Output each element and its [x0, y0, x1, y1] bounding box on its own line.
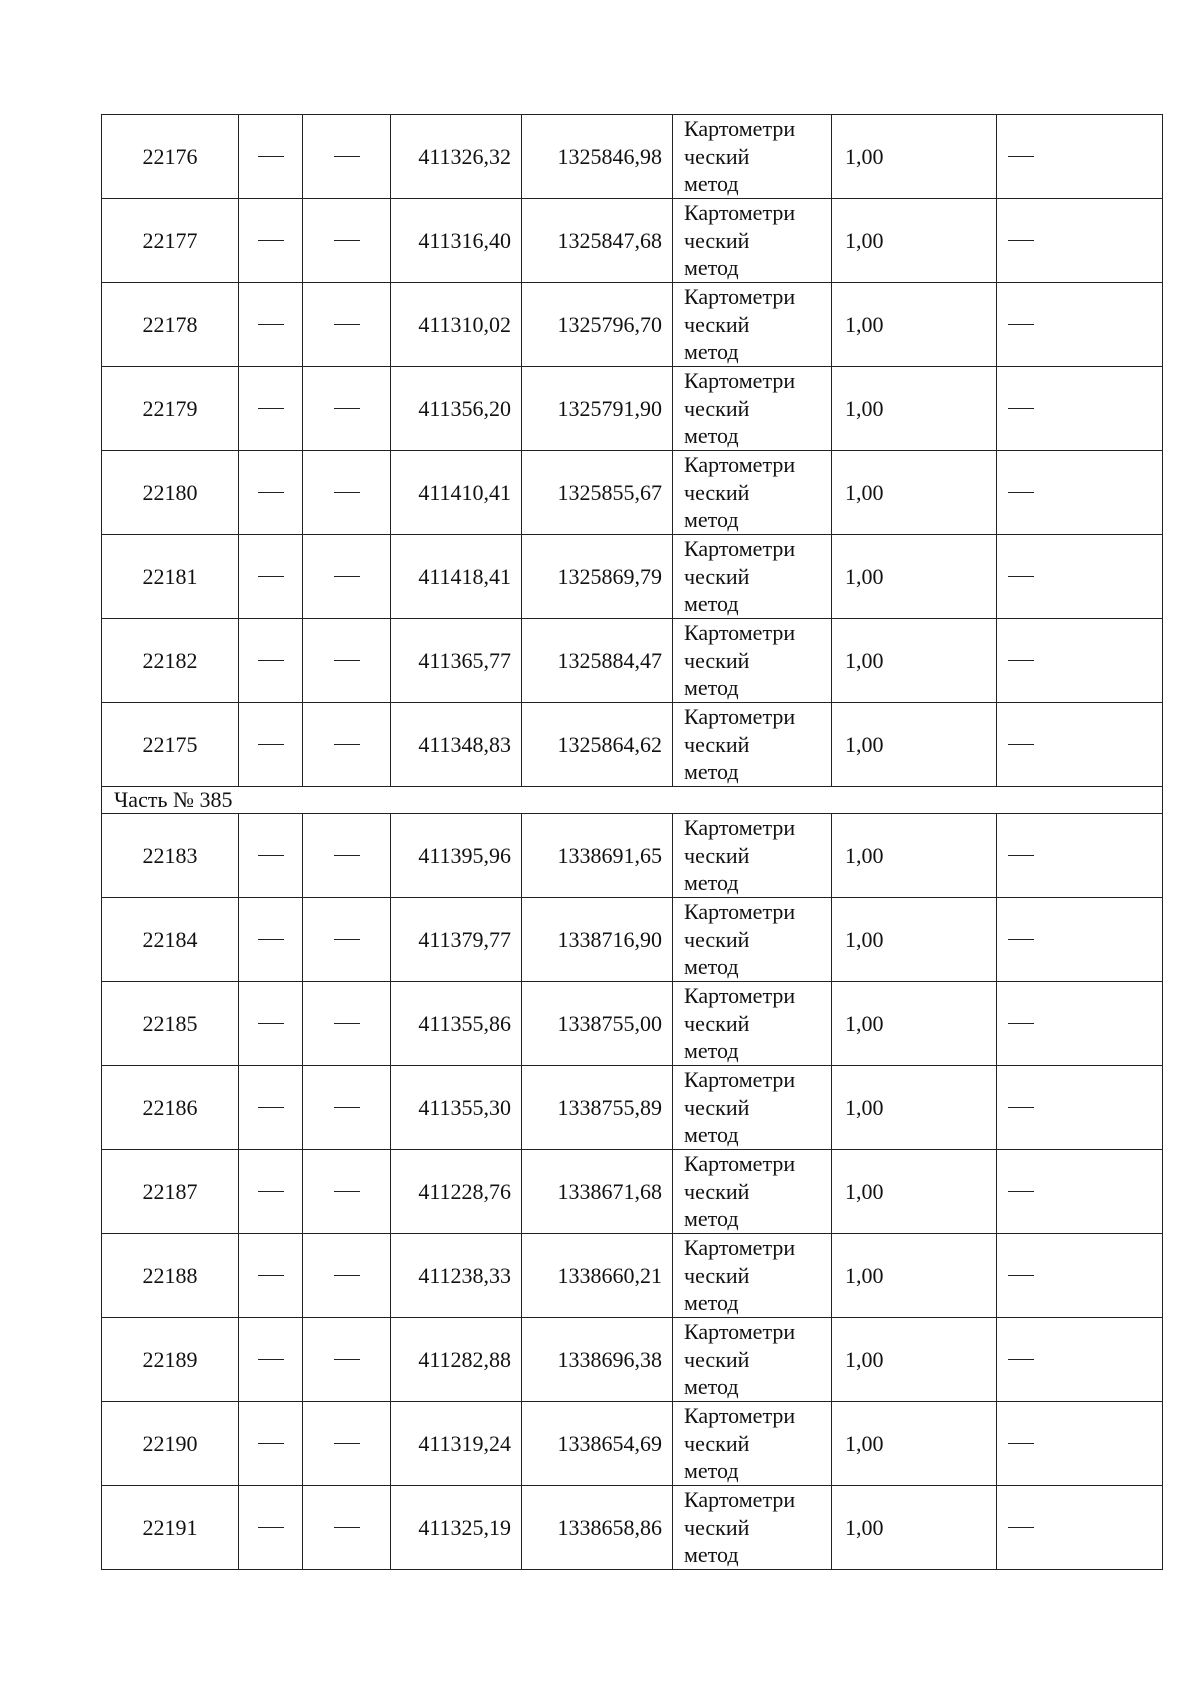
dash-mark: [334, 744, 360, 745]
method-line: ческий: [684, 1346, 750, 1372]
part-header-row: [102, 787, 1163, 814]
dash-mark: [258, 660, 284, 661]
empty-dash-cell: [239, 283, 303, 367]
table-row: [102, 814, 1163, 898]
empty-dash-cell: [303, 814, 391, 898]
method-cell: [673, 1150, 832, 1234]
empty-dash-cell: [239, 199, 303, 283]
dash-mark: [258, 408, 284, 409]
x-coordinate-cell: 411365,77: [391, 619, 522, 703]
point-number-cell: 22175: [102, 703, 239, 787]
empty-dash-cell: [303, 1066, 391, 1150]
dash-mark: [1008, 408, 1034, 409]
table-row: [102, 1486, 1163, 1570]
point-number-cell: 22189: [102, 1318, 239, 1402]
method-line: ческий: [684, 143, 750, 169]
x-coordinate-cell: 411418,41: [391, 535, 522, 619]
empty-dash-cell: [997, 1486, 1163, 1570]
method-line: Картометри: [684, 983, 796, 1009]
empty-dash-cell: [239, 982, 303, 1066]
method-line: ческий: [684, 479, 750, 505]
dash-mark: [258, 324, 284, 325]
dash-mark: [1008, 660, 1034, 661]
dash-mark: [258, 1275, 284, 1276]
y-coordinate-cell: 1338691,65: [522, 814, 673, 898]
method-line: метод: [684, 870, 739, 896]
empty-dash-cell: [239, 1486, 303, 1570]
dash-mark: [258, 156, 284, 157]
method-line: Картометри: [684, 1487, 796, 1513]
table-row: [102, 619, 1163, 703]
table-row: [102, 283, 1163, 367]
coordinates-table: [101, 114, 1163, 1570]
x-coordinate-cell: 411348,83: [391, 703, 522, 787]
point-number-cell: 22187: [102, 1150, 239, 1234]
point-number-cell: 22180: [102, 451, 239, 535]
empty-dash-cell: [997, 1066, 1163, 1150]
y-coordinate-cell: 1338755,00: [522, 982, 673, 1066]
accuracy-cell: 1,00: [832, 982, 997, 1066]
method-line: метод: [684, 1122, 739, 1148]
y-coordinate-cell: 1325796,70: [522, 283, 673, 367]
point-number-cell: 22182: [102, 619, 239, 703]
method-line: метод: [684, 423, 739, 449]
empty-dash-cell: [303, 703, 391, 787]
method-cell: [673, 199, 832, 283]
method-cell: [673, 1234, 832, 1318]
method-line: Картометри: [684, 536, 796, 562]
dash-mark: [258, 1527, 284, 1528]
method-line: ческий: [684, 1010, 750, 1036]
dash-mark: [334, 492, 360, 493]
empty-dash-cell: [997, 814, 1163, 898]
accuracy-cell: 1,00: [832, 1234, 997, 1318]
dash-mark: [258, 1443, 284, 1444]
dash-mark: [1008, 1527, 1034, 1528]
table-body: [102, 115, 1163, 1570]
method-cell: [673, 283, 832, 367]
empty-dash-cell: [997, 1234, 1163, 1318]
empty-dash-cell: [303, 115, 391, 199]
y-coordinate-cell: 1325846,98: [522, 115, 673, 199]
y-coordinate-cell: 1325855,67: [522, 451, 673, 535]
method-line: ческий: [684, 647, 750, 673]
method-line: метод: [684, 1206, 739, 1232]
accuracy-cell: 1,00: [832, 1318, 997, 1402]
method-line: Картометри: [684, 815, 796, 841]
dash-mark: [334, 408, 360, 409]
dash-mark: [1008, 324, 1034, 325]
x-coordinate-cell: 411316,40: [391, 199, 522, 283]
table-row: [102, 703, 1163, 787]
dash-mark: [334, 1191, 360, 1192]
point-number-cell: 22178: [102, 283, 239, 367]
empty-dash-cell: [303, 619, 391, 703]
method-cell: [673, 451, 832, 535]
dash-mark: [258, 855, 284, 856]
method-line: Картометри: [684, 620, 796, 646]
dash-mark: [258, 1359, 284, 1360]
dash-mark: [258, 492, 284, 493]
method-line: Картометри: [684, 899, 796, 925]
method-line: метод: [684, 255, 739, 281]
method-line: Картометри: [684, 1235, 796, 1261]
dash-mark: [334, 855, 360, 856]
method-line: ческий: [684, 563, 750, 589]
method-line: метод: [684, 675, 739, 701]
dash-mark: [1008, 1359, 1034, 1360]
empty-dash-cell: [239, 1066, 303, 1150]
method-line: метод: [684, 339, 739, 365]
empty-dash-cell: [239, 1318, 303, 1402]
method-line: Картометри: [684, 1319, 796, 1345]
method-line: ческий: [684, 1514, 750, 1540]
part-label: Часть № 385: [102, 787, 1163, 814]
method-cell: [673, 898, 832, 982]
dash-mark: [1008, 855, 1034, 856]
x-coordinate-cell: 411282,88: [391, 1318, 522, 1402]
method-cell: [673, 619, 832, 703]
empty-dash-cell: [239, 1402, 303, 1486]
dash-mark: [258, 939, 284, 940]
y-coordinate-cell: 1325864,62: [522, 703, 673, 787]
table-row: [102, 1234, 1163, 1318]
method-line: Картометри: [684, 200, 796, 226]
dash-mark: [1008, 1275, 1034, 1276]
empty-dash-cell: [239, 703, 303, 787]
empty-dash-cell: [239, 367, 303, 451]
x-coordinate-cell: 411395,96: [391, 814, 522, 898]
empty-dash-cell: [303, 535, 391, 619]
method-line: Картометри: [684, 368, 796, 394]
point-number-cell: 22179: [102, 367, 239, 451]
method-line: ческий: [684, 1430, 750, 1456]
method-line: ческий: [684, 1178, 750, 1204]
y-coordinate-cell: 1338660,21: [522, 1234, 673, 1318]
dash-mark: [1008, 744, 1034, 745]
dash-mark: [1008, 1443, 1034, 1444]
point-number-cell: 22177: [102, 199, 239, 283]
dash-mark: [1008, 1191, 1034, 1192]
x-coordinate-cell: 411379,77: [391, 898, 522, 982]
method-cell: [673, 1318, 832, 1402]
empty-dash-cell: [997, 367, 1163, 451]
empty-dash-cell: [239, 619, 303, 703]
method-line: Картометри: [684, 1067, 796, 1093]
dash-mark: [1008, 240, 1034, 241]
method-line: метод: [684, 954, 739, 980]
dash-mark: [1008, 576, 1034, 577]
table-row: [102, 898, 1163, 982]
empty-dash-cell: [239, 814, 303, 898]
empty-dash-cell: [997, 898, 1163, 982]
empty-dash-cell: [997, 982, 1163, 1066]
dash-mark: [1008, 492, 1034, 493]
method-line: метод: [684, 1374, 739, 1400]
dash-mark: [334, 1443, 360, 1444]
empty-dash-cell: [303, 367, 391, 451]
method-line: Картометри: [684, 452, 796, 478]
empty-dash-cell: [239, 535, 303, 619]
empty-dash-cell: [997, 1150, 1163, 1234]
point-number-cell: 22191: [102, 1486, 239, 1570]
empty-dash-cell: [239, 451, 303, 535]
method-line: метод: [684, 1458, 739, 1484]
y-coordinate-cell: 1325847,68: [522, 199, 673, 283]
x-coordinate-cell: 411356,20: [391, 367, 522, 451]
empty-dash-cell: [997, 619, 1163, 703]
dash-mark: [334, 1107, 360, 1108]
dash-mark: [334, 156, 360, 157]
dash-mark: [258, 744, 284, 745]
empty-dash-cell: [303, 1318, 391, 1402]
x-coordinate-cell: 411325,19: [391, 1486, 522, 1570]
accuracy-cell: 1,00: [832, 115, 997, 199]
accuracy-cell: 1,00: [832, 283, 997, 367]
point-number-cell: 22176: [102, 115, 239, 199]
table-row: [102, 982, 1163, 1066]
empty-dash-cell: [997, 535, 1163, 619]
accuracy-cell: 1,00: [832, 1402, 997, 1486]
dash-mark: [334, 1359, 360, 1360]
method-line: метод: [684, 1290, 739, 1316]
method-line: метод: [684, 171, 739, 197]
table-row: [102, 451, 1163, 535]
x-coordinate-cell: 411238,33: [391, 1234, 522, 1318]
empty-dash-cell: [997, 199, 1163, 283]
method-cell: [673, 535, 832, 619]
dash-mark: [1008, 939, 1034, 940]
point-number-cell: 22186: [102, 1066, 239, 1150]
y-coordinate-cell: 1325791,90: [522, 367, 673, 451]
point-number-cell: 22183: [102, 814, 239, 898]
y-coordinate-cell: 1338716,90: [522, 898, 673, 982]
empty-dash-cell: [303, 1486, 391, 1570]
accuracy-cell: 1,00: [832, 367, 997, 451]
empty-dash-cell: [997, 115, 1163, 199]
dash-mark: [334, 1023, 360, 1024]
point-number-cell: 22188: [102, 1234, 239, 1318]
empty-dash-cell: [239, 1150, 303, 1234]
y-coordinate-cell: 1325869,79: [522, 535, 673, 619]
empty-dash-cell: [997, 451, 1163, 535]
y-coordinate-cell: 1338658,86: [522, 1486, 673, 1570]
table-row: [102, 1066, 1163, 1150]
y-coordinate-cell: 1338696,38: [522, 1318, 673, 1402]
dash-mark: [258, 1191, 284, 1192]
accuracy-cell: 1,00: [832, 451, 997, 535]
y-coordinate-cell: 1338671,68: [522, 1150, 673, 1234]
empty-dash-cell: [303, 1150, 391, 1234]
accuracy-cell: 1,00: [832, 199, 997, 283]
table-row: [102, 367, 1163, 451]
dash-mark: [258, 576, 284, 577]
table-row: [102, 535, 1163, 619]
accuracy-cell: 1,00: [832, 1486, 997, 1570]
table-row: [102, 1318, 1163, 1402]
table-row: [102, 1150, 1163, 1234]
table-row: [102, 115, 1163, 199]
method-cell: [673, 814, 832, 898]
empty-dash-cell: [303, 283, 391, 367]
empty-dash-cell: [997, 1318, 1163, 1402]
x-coordinate-cell: 411355,86: [391, 982, 522, 1066]
point-number-cell: 22190: [102, 1402, 239, 1486]
empty-dash-cell: [997, 283, 1163, 367]
point-number-cell: 22184: [102, 898, 239, 982]
method-line: Картометри: [684, 1403, 796, 1429]
method-cell: [673, 1486, 832, 1570]
point-number-cell: 22185: [102, 982, 239, 1066]
method-cell: [673, 982, 832, 1066]
method-line: ческий: [684, 926, 750, 952]
dash-mark: [258, 1107, 284, 1108]
method-line: Картометри: [684, 704, 796, 730]
dash-mark: [1008, 1023, 1034, 1024]
method-line: ческий: [684, 731, 750, 757]
dash-mark: [334, 324, 360, 325]
x-coordinate-cell: 411355,30: [391, 1066, 522, 1150]
empty-dash-cell: [239, 115, 303, 199]
y-coordinate-cell: 1338654,69: [522, 1402, 673, 1486]
method-line: Картометри: [684, 116, 796, 142]
method-line: ческий: [684, 395, 750, 421]
empty-dash-cell: [303, 199, 391, 283]
dash-mark: [1008, 156, 1034, 157]
method-line: ческий: [684, 842, 750, 868]
x-coordinate-cell: 411228,76: [391, 1150, 522, 1234]
method-line: ческий: [684, 1262, 750, 1288]
accuracy-cell: 1,00: [832, 1066, 997, 1150]
method-line: ческий: [684, 311, 750, 337]
table-row: [102, 1402, 1163, 1486]
dash-mark: [334, 939, 360, 940]
point-number-cell: 22181: [102, 535, 239, 619]
method-cell: [673, 703, 832, 787]
dash-mark: [258, 1023, 284, 1024]
empty-dash-cell: [239, 898, 303, 982]
dash-mark: [334, 660, 360, 661]
method-cell: [673, 115, 832, 199]
dash-mark: [334, 576, 360, 577]
accuracy-cell: 1,00: [832, 898, 997, 982]
dash-mark: [334, 240, 360, 241]
method-cell: [673, 367, 832, 451]
accuracy-cell: 1,00: [832, 619, 997, 703]
empty-dash-cell: [303, 898, 391, 982]
x-coordinate-cell: 411410,41: [391, 451, 522, 535]
table-row: [102, 199, 1163, 283]
empty-dash-cell: [303, 1234, 391, 1318]
method-line: метод: [684, 1038, 739, 1064]
accuracy-cell: 1,00: [832, 1150, 997, 1234]
y-coordinate-cell: 1325884,47: [522, 619, 673, 703]
empty-dash-cell: [303, 982, 391, 1066]
method-line: ческий: [684, 1094, 750, 1120]
method-cell: [673, 1402, 832, 1486]
x-coordinate-cell: 411310,02: [391, 283, 522, 367]
empty-dash-cell: [239, 1234, 303, 1318]
dash-mark: [334, 1527, 360, 1528]
empty-dash-cell: [303, 451, 391, 535]
empty-dash-cell: [303, 1402, 391, 1486]
empty-dash-cell: [997, 1402, 1163, 1486]
dash-mark: [334, 1275, 360, 1276]
accuracy-cell: 1,00: [832, 814, 997, 898]
method-line: метод: [684, 507, 739, 533]
accuracy-cell: 1,00: [832, 535, 997, 619]
method-line: метод: [684, 759, 739, 785]
x-coordinate-cell: 411326,32: [391, 115, 522, 199]
method-line: метод: [684, 1542, 739, 1568]
x-coordinate-cell: 411319,24: [391, 1402, 522, 1486]
dash-mark: [1008, 1107, 1034, 1108]
dash-mark: [258, 240, 284, 241]
accuracy-cell: 1,00: [832, 703, 997, 787]
method-line: ческий: [684, 227, 750, 253]
method-line: Картометри: [684, 284, 796, 310]
empty-dash-cell: [997, 703, 1163, 787]
y-coordinate-cell: 1338755,89: [522, 1066, 673, 1150]
method-line: метод: [684, 591, 739, 617]
method-line: Картометри: [684, 1151, 796, 1177]
method-cell: [673, 1066, 832, 1150]
